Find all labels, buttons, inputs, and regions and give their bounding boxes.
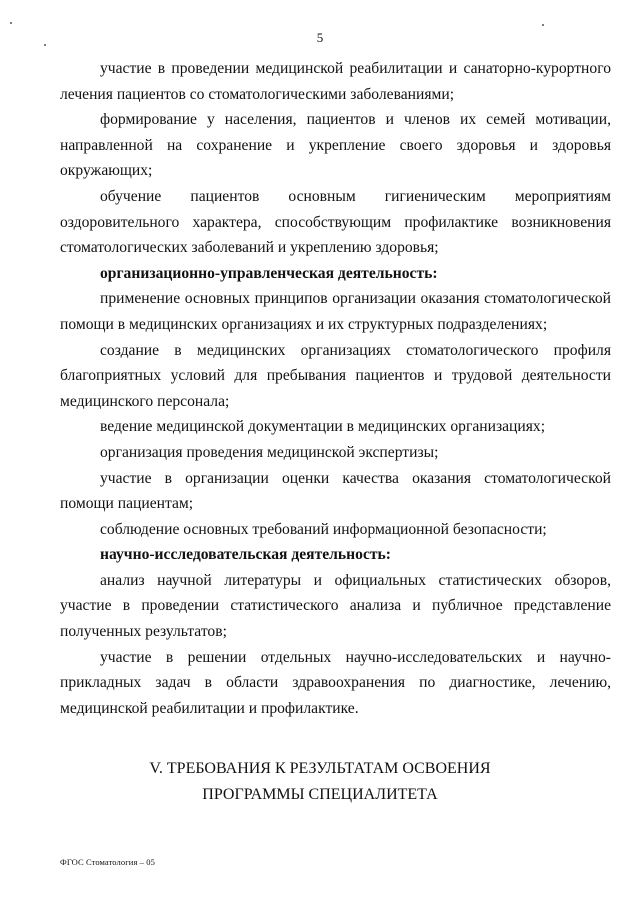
paragraph-hygiene-education: обучение пациентов основным гигиеническим мероприятиям оздоровительного характера, способствующим профилактике возникновения стоматологических заболеваний и укреплению здоровья;: [60, 187, 611, 257]
paragraph-information-security: соблюдение основных требований информационной безопасности;: [100, 520, 547, 538]
paragraph-quality-assessment: участие в организации оценки качества оказания стоматологической помощи пациентам;: [60, 469, 611, 513]
paragraph-favorable-conditions: создание в медицинских организациях стоматологического профиля благоприятных условий для пребывания пациентов и трудовой деятельности медицинского персонала;: [60, 341, 611, 410]
paragraph-medical-rehabilitation: участие в проведении медицинской реабилитации и санаторно-курортного лечения пациентов со стоматологическими заболеваниями;: [60, 60, 611, 103]
paragraph-health-motivation: формирование у населения, пациентов и членов их семей мотивации, направленной на сохранение и укрепление своего здоровья и здоровья окружающих;: [60, 111, 611, 180]
paragraph-care-organization: применение основных принципов организации оказания стоматологической помощи в медицинских организациях и их структурных подразделениях;: [60, 290, 611, 333]
body-text: [60, 56, 611, 721]
paragraph-literature-analysis: анализ научной литературы и официальных статистических обзоров, участие в проведении статистического анализа и публичное представление полученных результатов;: [60, 571, 611, 641]
section-title-line-1: V. ТРЕБОВАНИЯ К РЕЗУЛЬТАТАМ ОСВОЕНИЯ: [149, 760, 491, 777]
document-footer: ФГОС Стоматология – 05: [60, 857, 155, 867]
scan-speck: [10, 22, 12, 24]
heading-organizational-activity: организационно-управленческая деятельность:: [100, 264, 438, 282]
scan-speck: [542, 24, 544, 26]
page-number: 5: [316, 30, 324, 45]
paragraph-research-tasks: участие в решении отдельных научно-исследовательских и научно-прикладных задач в области здравоохранения по диагностике, лечению, медицинской реабилитации и профилактике.: [60, 648, 611, 717]
paragraph-medical-expertise: организация проведения медицинской экспертизы;: [100, 443, 439, 461]
section-title-line-2: ПРОГРАММЫ СПЕЦИАЛИТЕТА: [202, 786, 438, 803]
heading-research-activity: научно-исследовательская деятельность:: [100, 546, 391, 564]
section-title: [0, 756, 640, 808]
paragraph-documentation: ведение медицинской документации в медицинских организациях;: [100, 418, 546, 436]
